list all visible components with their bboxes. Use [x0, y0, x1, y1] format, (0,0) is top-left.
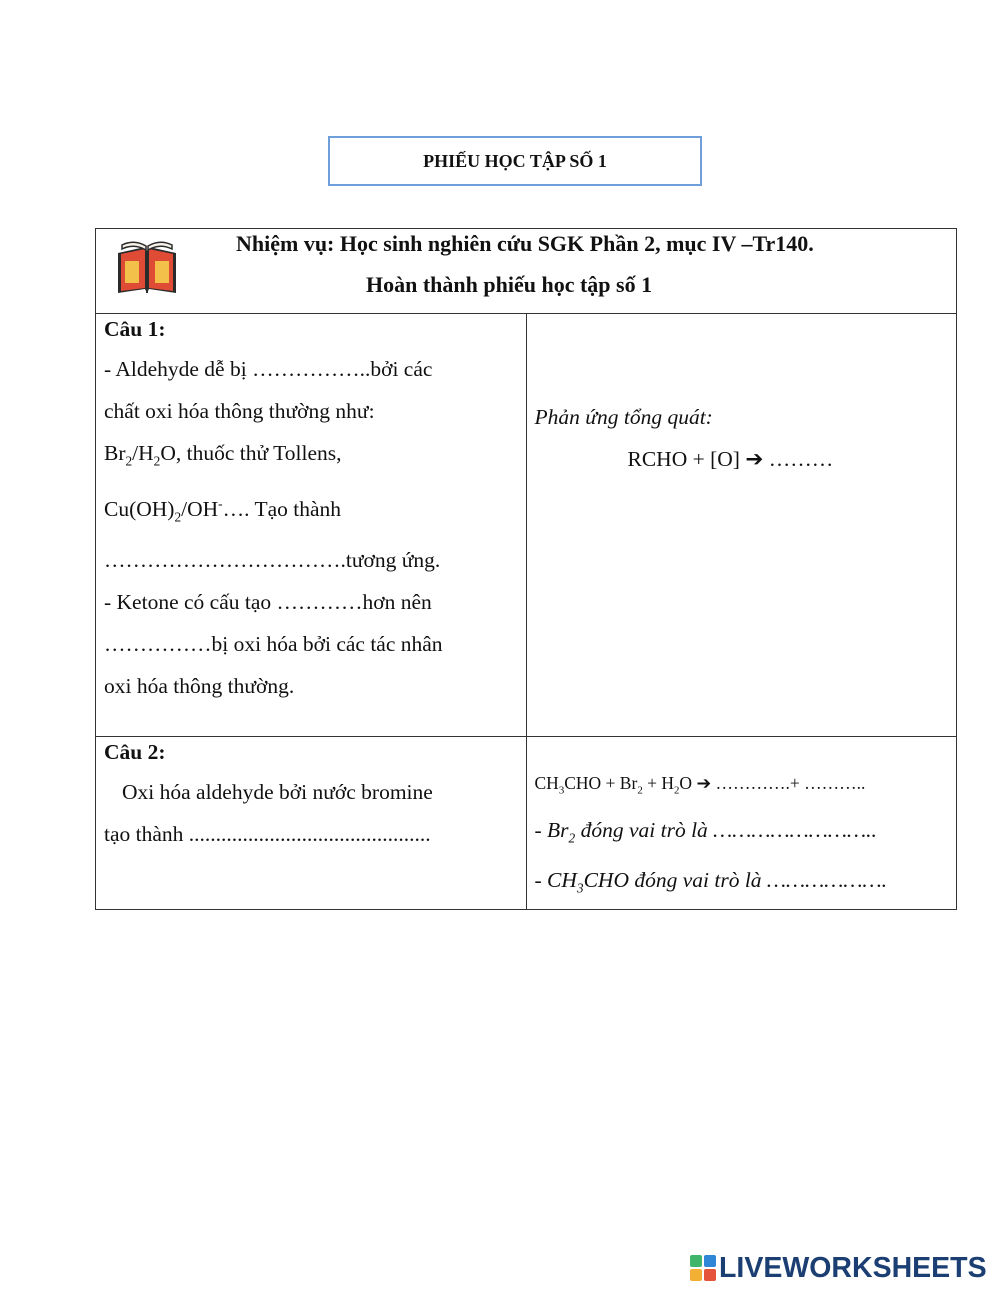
brand-name: LIVEWORKSHEETS	[719, 1251, 987, 1284]
question-2-label: Câu 2:	[104, 740, 166, 764]
task-line-2: Hoàn thành phiếu học tập số 1	[366, 272, 653, 297]
br2-role: - $Br_2$ đóng vai trò là ……………………..	[534, 817, 877, 845]
arrow-icon: ➔	[745, 447, 764, 471]
q1-line-4: $Cu(OH)_2/OH^-\dots$. Tạo thành	[104, 495, 342, 525]
q2-line-1: Oxi hóa aldehyde bởi nước bromine	[122, 780, 433, 804]
q1-line-8: oxi hóa thông thường.	[104, 674, 295, 699]
bromine-reaction-cell	[526, 737, 957, 910]
general-reaction: RCHO + [O] ➔ ………	[627, 447, 834, 471]
question-1-cell	[96, 314, 527, 737]
reaction-cell	[526, 314, 957, 737]
q1-line-3: $Br_2/H_2O$, thuốc thử Tollens,	[104, 441, 342, 469]
worksheet-title: PHIẾU HỌC TẬP SỐ 1	[328, 136, 702, 186]
task-line-1: Nhiệm vụ: Học sinh nghiên cứu SGK Phần 2, mục IV –Tr140.	[236, 231, 814, 256]
q1-line-7: ……………bị oxi hóa bởi các tác nhân	[104, 631, 443, 656]
brand-watermark	[690, 1252, 987, 1284]
book-icon	[112, 237, 182, 301]
bromine-equation: $CH_3CHO + Br_2 + H_2O$ ➔ ………….+ ………..	[534, 773, 866, 797]
worksheet-table	[95, 228, 957, 910]
q1-line-5: …………………………….tương ứng.	[104, 547, 441, 572]
q1-line-2: chất oxi hóa thông thường như:	[104, 399, 375, 424]
reaction-title: Phản ứng tổng quát:	[534, 405, 713, 429]
q2-line-2: tạo thành .............................................	[104, 822, 431, 847]
q1-line-6: - Ketone có cấu tạo …………hơn nên	[104, 589, 432, 614]
ch3cho-role: - $CH_3CHO$ đóng vai trò là ……………….	[534, 867, 888, 896]
arrow-icon: ➔	[696, 773, 712, 793]
question-2-cell	[96, 737, 527, 910]
liveworksheets-logo-icon	[690, 1255, 716, 1281]
task-header	[96, 229, 957, 314]
q1-line-1: - Aldehyde dễ bị ……………..bởi các	[104, 357, 433, 381]
question-1-label: Câu 1:	[104, 317, 166, 341]
